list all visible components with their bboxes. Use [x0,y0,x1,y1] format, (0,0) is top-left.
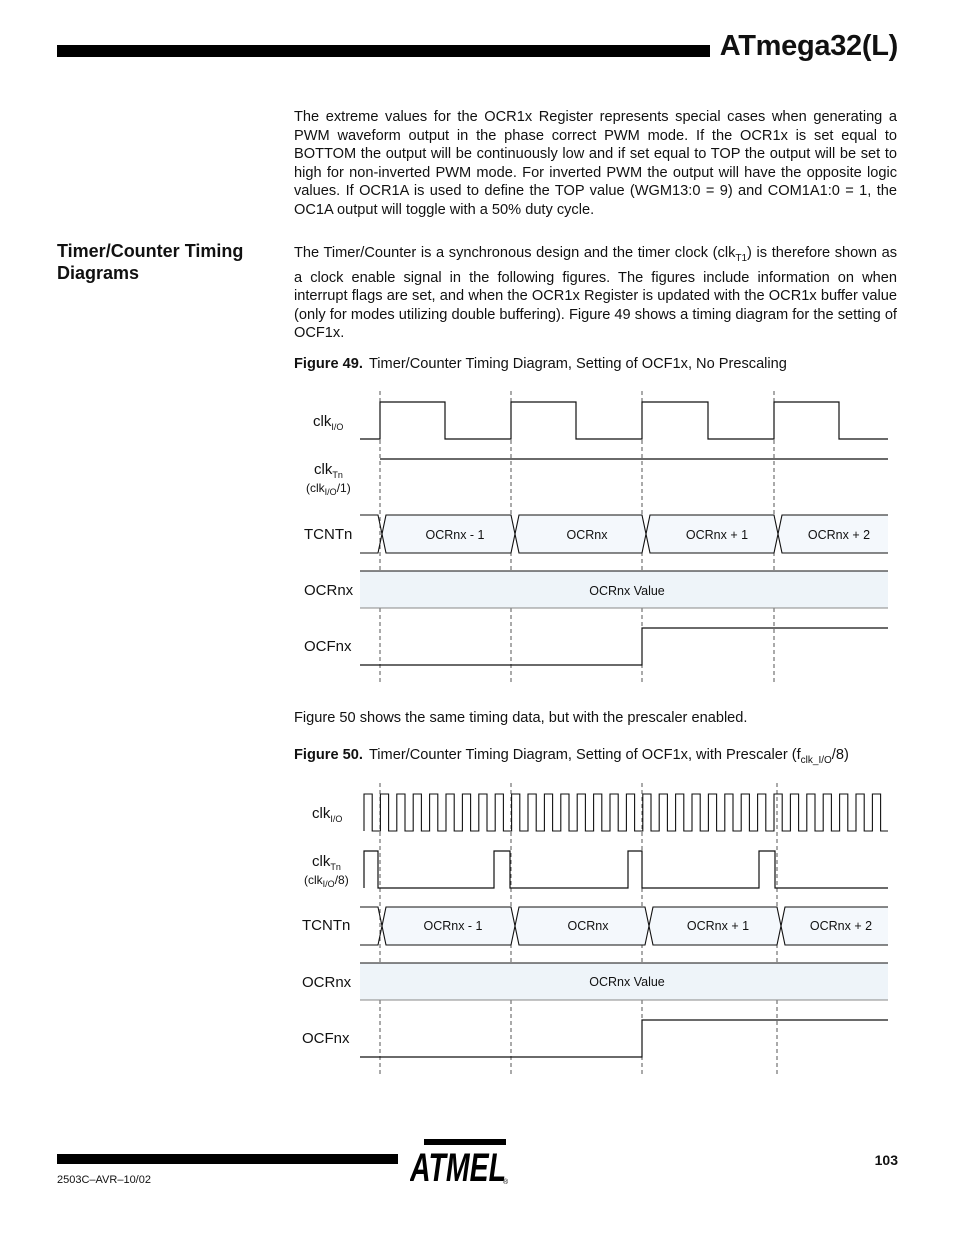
page-number: 103 [874,1152,898,1168]
figure49-caption-text: Timer/Counter Timing Diagram, Setting of OCF1x, No Prescaling [368,356,787,372]
page-title: ATmega32(L) [719,30,898,62]
fig49-label-clkio: clk$_{I/O}$ [313,413,344,432]
fig50-tcnt-bus [360,907,888,945]
figure49-caption [294,356,787,372]
logo-registered-mark: ® [503,1179,509,1186]
fig50-label-ocf: OCFnx [302,1030,350,1047]
fig49-ocr-bus [360,571,888,608]
fig50-ocr-bus [360,963,888,1000]
fig50-tcnt-value-1: OCRnx [567,919,609,933]
intro-paragraph: The extreme values for the OCR1x Register represents special cases when generating a PWM waveform output in the phase correct PWM mode. If the OCR1x is set equal to BOTTOM the output will be continuously low and if set equal to TOP the output will be set to high for non-inverted PWM mode. For inverted PWM the output will have the opposite logic values. If OCR1A is used to define the TOP value (WGM13:0 = 9) and COM1A1:0 = 1, the OC1A output will toggle with a 50% duty cycle. [294,109,897,218]
fig49-tcnt-value-2: OCRnx + 1 [685,528,749,542]
fig49-tcnt-value-0: OCRnx - 1 [425,528,485,542]
fig49-label-clktn-note: (clk$_{I/O}$/1) [306,481,351,497]
section-paragraph [294,244,897,343]
figure49-diagram [290,383,900,688]
footer-rule [57,1154,398,1164]
figure50-caption-post: /8) [831,747,849,763]
section-heading: Timer/Counter Timing Diagrams [57,241,244,283]
figure50-number: Figure 50. [294,747,363,763]
section-text-sub: T1 [735,252,748,264]
between-paragraph: Figure 50 shows the same timing data, but with the prescaler enabled. [294,710,748,726]
fig49-tcnt-value-1: OCRnx [566,528,608,542]
fig50-label-ocr: OCRnx [302,974,352,991]
figure49-number: Figure 49. [294,356,363,372]
fig50-label-tcnt: TCNTn [302,917,351,934]
figure50-diagram [290,775,900,1080]
fig49-label-clktn: clk$_{Tn}$ [314,461,343,480]
fig50-clktn-wave [364,851,888,888]
document-code: 2503C–AVR–10/02 [57,1174,151,1186]
fig49-tcnt-bus [360,515,888,553]
fig50-tcnt-value-2: OCRnx + 1 [686,919,750,933]
fig49-ocr-value: OCRnx Value [589,584,665,598]
fig49-label-ocr: OCRnx [304,582,354,599]
fig50-ocf-wave [360,1020,888,1057]
fig50-clkio-wave [364,794,888,831]
atmel-logo [410,1137,514,1192]
section-text-a: The Timer/Counter is a synchronous design and the timer clock (clk [294,245,736,261]
fig50-tcnt-value-3: OCRnx + 2 [809,919,873,933]
fig50-label-clktn-note: (clk$_{I/O}$/8) [304,873,349,889]
fig50-tcnt-value-0: OCRnx - 1 [423,919,483,933]
fig50-label-clkio: clk$_{I/O}$ [312,805,343,824]
section-text-b: ) is therefore shown as a clock enable signal in the following figures. The figures include information on when interrupt flags are set, and when the OCR1x Register is updated with the OCR1x buffer value (only for modes utilizing double buffering). Figure 49 shows a timing diagram for the setting of OCF1x. [294,245,897,342]
fig50-label-clktn: clk$_{Tn}$ [312,853,341,872]
figure50-caption-pre: Timer/Counter Timing Diagram, Setting of OCF1x, with Prescaler (f [368,747,801,763]
fig49-clkio-wave [360,402,888,439]
fig49-ocf-wave [360,628,888,665]
fig49-label-tcnt: TCNTn [304,526,353,543]
header-rule [57,45,710,57]
logo-wordmark: ATMEL [410,1146,506,1187]
fig49-label-ocf: OCFnx [304,638,352,655]
fig50-ocr-value: OCRnx Value [589,975,665,989]
fig49-tcnt-value-3: OCRnx + 2 [807,528,871,542]
figure50-caption [294,747,849,766]
figure50-caption-sub: clk_I/O [800,754,832,766]
